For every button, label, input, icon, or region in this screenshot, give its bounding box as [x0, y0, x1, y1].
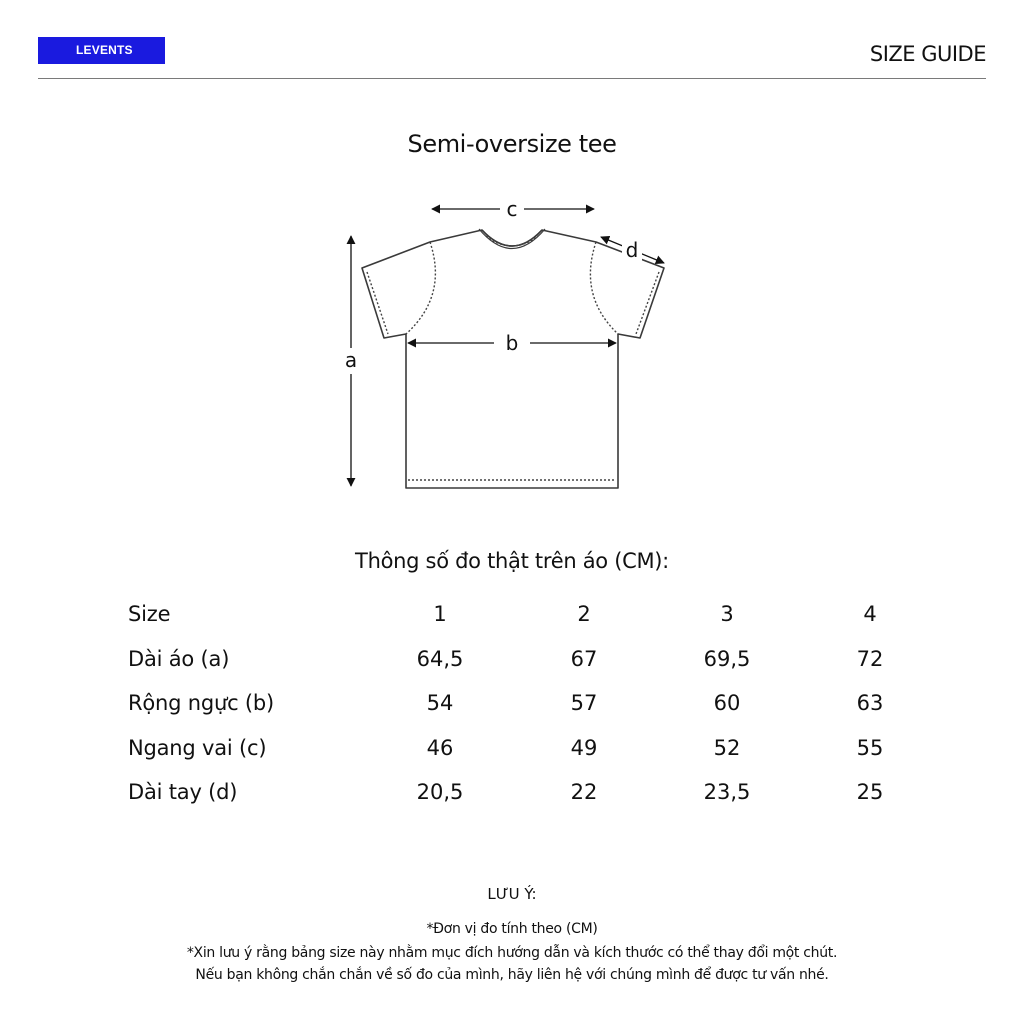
brand-logo: LEVENTS [38, 37, 165, 64]
size-header-cell: 3 [720, 602, 734, 626]
table-cell: 22 [570, 780, 598, 804]
table-cell: 25 [856, 780, 884, 804]
table-cell: 20,5 [416, 780, 464, 804]
table-header-row [0, 592, 1024, 637]
size-header-cell: 2 [577, 602, 591, 626]
table-cell: 46 [426, 735, 454, 760]
note-line-contact: Nếu bạn không chắn chắn về số đo của mình, hãy liên hệ với chúng mình để được tư vấn nhé. [195, 967, 829, 983]
row-label: Dài tay (d) [128, 780, 238, 804]
table-cell: 60 [713, 691, 741, 715]
table-row [0, 770, 1024, 815]
page-title: SIZE GUIDE [869, 42, 986, 66]
tshirt-outline [362, 230, 664, 488]
table-row [0, 726, 1024, 771]
table-row [0, 637, 1024, 682]
table-cell: 54 [426, 691, 454, 715]
row-label: Rộng ngực (b) [128, 691, 275, 715]
row-label: Size [128, 602, 171, 626]
shoulder-label: c [506, 197, 518, 221]
row-label: Ngang vai (c) [128, 735, 267, 760]
notes-heading: LƯU Ý: [487, 885, 537, 903]
table-cell: 72 [856, 646, 884, 671]
note-line-unit: *Đơn vị đo tính theo (CM) [426, 921, 598, 937]
table-cell: 23,5 [703, 780, 751, 804]
table-cell: 57 [570, 691, 598, 715]
table-cell: 52 [713, 735, 741, 760]
table-cell: 69,5 [703, 646, 751, 671]
size-header-cell: 4 [863, 602, 877, 626]
length-label: a [344, 348, 358, 372]
size-table [0, 592, 1024, 815]
sleeve-label: d [625, 238, 639, 262]
row-label: Dài áo (a) [128, 646, 230, 671]
note-line-disclaimer: *Xin lưu ý rằng bảng size này nhằm mục đích hướng dẫn và kích thước có thể thay đổi một chút. [186, 945, 838, 961]
table-title: Thông số đo thật trên áo (CM): [355, 549, 669, 573]
size-header-cell: 1 [433, 602, 447, 626]
table-cell: 55 [856, 735, 884, 760]
table-cell: 64,5 [416, 646, 464, 671]
table-cell: 63 [856, 691, 884, 715]
table-row [0, 681, 1024, 726]
table-cell: 49 [570, 735, 598, 760]
chest-label: b [505, 331, 519, 355]
table-cell: 67 [570, 646, 598, 671]
product-title: Semi-oversize tee [407, 130, 617, 158]
